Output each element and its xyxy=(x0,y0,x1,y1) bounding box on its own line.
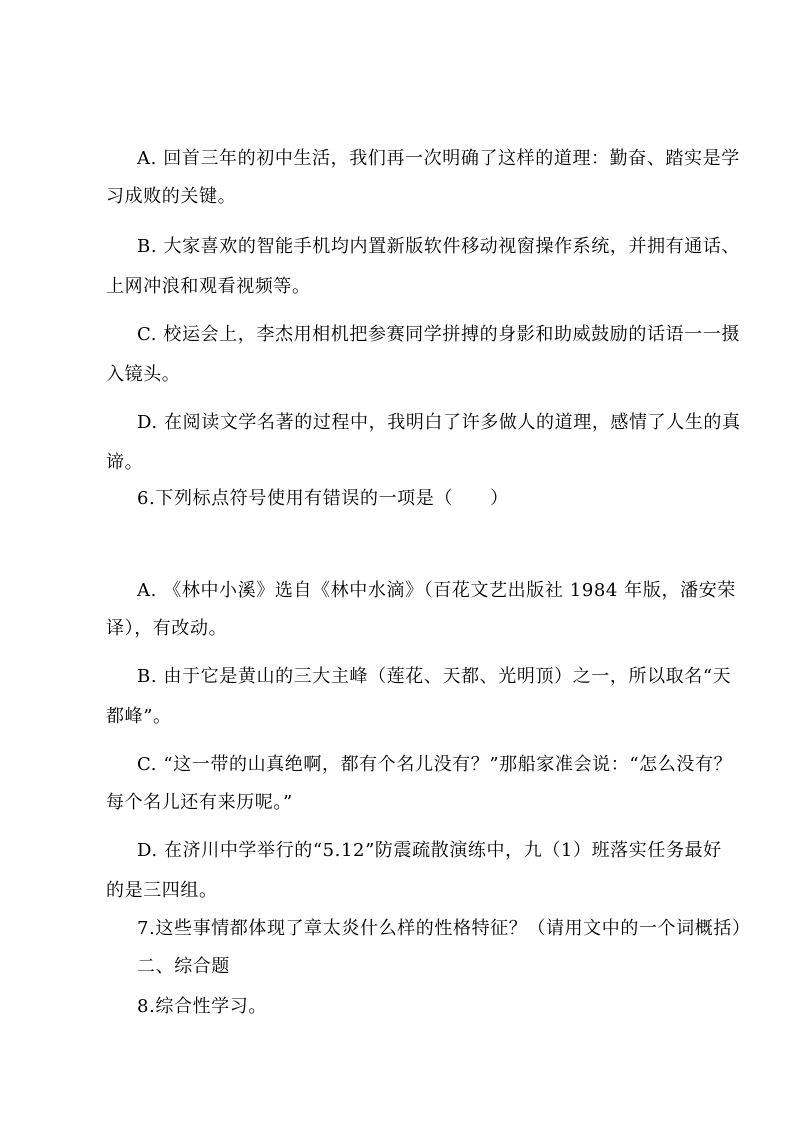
question-8: 8.综合性学习。 xyxy=(137,996,267,1017)
q5-option-a-line-1: A. 回首三年的初中生活，我们再一次明确了这样的道理：勤奋、踏实是学 xyxy=(137,148,740,169)
q5-option-b-line-2: 上网冲浪和观看视频等。 xyxy=(106,276,311,297)
q6-option-b-line-2: 都峰”。 xyxy=(106,706,172,727)
q6-option-c-line-1: C. “这一带的山真绝啊，都有个名儿没有？”那船家准会说：“怎么没有？ xyxy=(137,754,733,775)
question-7: 7.这些事情都体现了章太炎什么样的性格特征？（请用文中的一个词概括） xyxy=(137,918,751,939)
q6-option-a-line-2: 译），有改动。 xyxy=(106,618,228,639)
section-heading-2: 二、综合题 xyxy=(137,956,230,977)
q5-option-d-line-2: 谛。 xyxy=(106,452,144,473)
q6-option-d-line-1: D. 在济川中学举行的“5.12”防震疏散演练中，九（1）班落实任务最好 xyxy=(137,840,722,861)
q6-option-b-line-1: B. 由于它是黄山的三大主峰（莲花、天都、光明顶）之一，所以取名“天 xyxy=(137,666,732,687)
q6-option-d-line-2: 的是三四组。 xyxy=(106,880,218,901)
q5-option-d-line-1: D. 在阅读文学名著的过程中，我明白了许多做人的道理，感情了人生的真 xyxy=(137,412,741,433)
q5-option-c-line-1: C. 校运会上，李杰用相机把参赛同学拼搏的身影和助威鼓励的话语一一摄 xyxy=(137,324,740,345)
question-6: 6.下列标点符号使用有错误的一项是（ ） xyxy=(137,488,509,509)
q5-option-c-line-2: 入镜头。 xyxy=(106,364,181,385)
q6-option-c-line-2: 每个名儿还有来历呢。” xyxy=(106,792,293,813)
q5-option-a-line-2: 习成败的关键。 xyxy=(106,186,237,207)
q6-option-a-line-1: A. 《林中小溪》选自《林中水滴》（百花文艺出版社 1984 年版，潘安荣 xyxy=(137,580,736,601)
q5-option-b-line-1: B. 大家喜欢的智能手机均内置新版软件移动视窗操作系统，并拥有通话、 xyxy=(137,236,741,257)
